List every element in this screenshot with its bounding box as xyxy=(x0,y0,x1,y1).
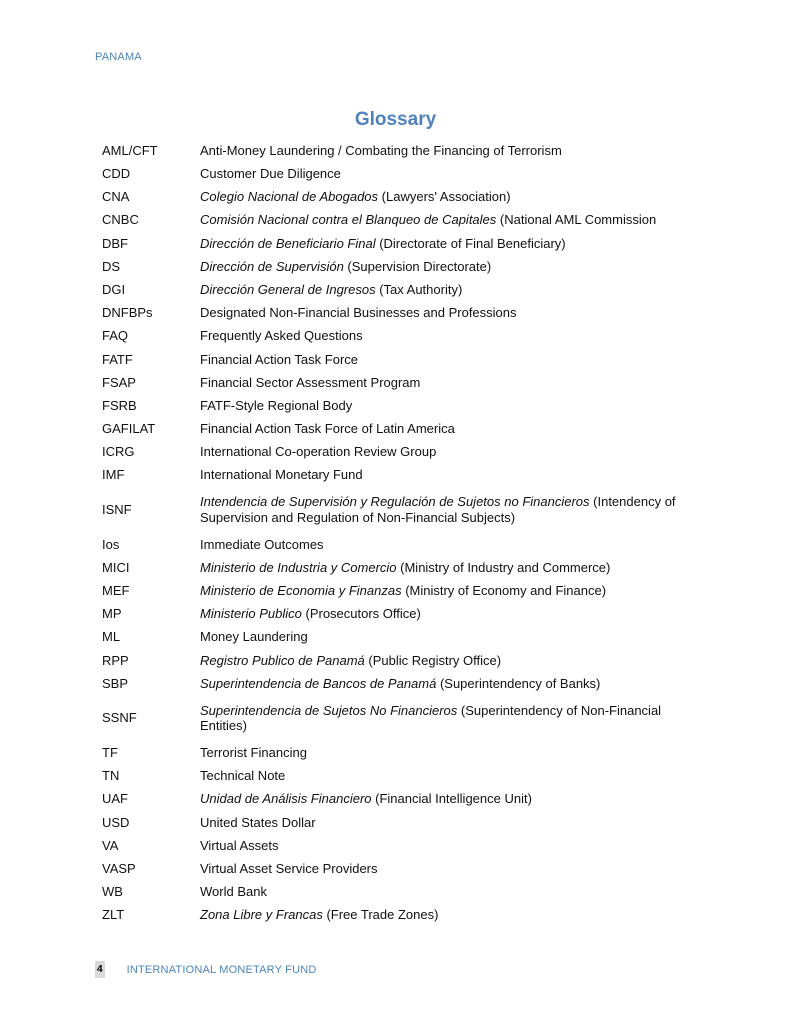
glossary-abbreviation: FSRB xyxy=(102,397,137,413)
glossary-row xyxy=(102,741,702,764)
glossary-definition-text: Customer Due Diligence xyxy=(200,166,341,182)
glossary-row xyxy=(102,325,702,348)
glossary-definition-text: (Tax Authority) xyxy=(375,281,463,297)
glossary-definition-text: (Superintendency of Banks) xyxy=(436,675,601,691)
page-number: 4 xyxy=(95,961,105,978)
glossary-definition xyxy=(200,189,702,205)
glossary-abbreviation: DBF xyxy=(102,235,128,251)
glossary-definition-text: (Financial Intelligence Unit) xyxy=(371,791,532,807)
glossary-abbreviation: DGI xyxy=(102,281,126,297)
glossary-row xyxy=(102,903,702,926)
glossary-definition xyxy=(200,444,702,460)
glossary-definition xyxy=(200,838,702,854)
glossary-definition-spanish: Superintendencia de Sujetos No Financieros xyxy=(200,702,458,718)
glossary-definition-text: International Monetary Fund xyxy=(200,467,363,483)
glossary-row xyxy=(102,602,702,625)
glossary-definition-text: (Superintendency of Non-Financial Entities) xyxy=(200,702,662,734)
glossary-row xyxy=(102,626,702,649)
glossary-definition xyxy=(200,305,702,321)
glossary-abbreviation: ZLT xyxy=(102,907,125,923)
glossary-definition-text: United States Dollar xyxy=(200,814,316,830)
glossary-abbreviation: DS xyxy=(102,258,121,274)
glossary-definition xyxy=(200,282,702,298)
glossary-abbreviation: CNA xyxy=(102,189,130,205)
glossary-abbreviation: USD xyxy=(102,814,130,830)
glossary-definition-spanish: Ministerio de Industria y Comercio xyxy=(200,559,397,575)
glossary-abbreviation: SSNF xyxy=(102,710,137,726)
glossary-abbreviation: SBP xyxy=(102,675,129,691)
glossary-row xyxy=(102,301,702,324)
glossary-definition xyxy=(200,791,702,807)
glossary-row xyxy=(102,834,702,857)
glossary-abbreviation: MP xyxy=(102,606,122,622)
glossary-abbreviation: FAQ xyxy=(102,328,129,344)
glossary-definition-text: (Free Trade Zones) xyxy=(322,907,439,923)
glossary-definition-text: Virtual Assets xyxy=(200,837,279,853)
glossary-abbreviation: VA xyxy=(102,837,119,853)
glossary-definition-text: (Supervision Directorate) xyxy=(343,258,492,274)
glossary-row xyxy=(102,788,702,811)
glossary-abbreviation: FATF xyxy=(102,351,133,367)
glossary-row xyxy=(102,533,702,556)
footer-text: INTERNATIONAL MONETARY FUND xyxy=(126,963,317,976)
page-footer xyxy=(95,961,317,978)
glossary-row xyxy=(102,880,702,903)
glossary-definition-text: World Bank xyxy=(200,884,267,900)
glossary-definition-text: (National AML Commission xyxy=(496,212,657,228)
glossary-definition xyxy=(200,259,702,275)
glossary-definition-text: Anti-Money Laundering / Combating the Financing of Terrorism xyxy=(200,142,562,158)
glossary-row xyxy=(102,579,702,602)
glossary-abbreviation: UAF xyxy=(102,791,128,807)
glossary-abbreviation: DNFBPs xyxy=(102,305,153,321)
glossary-definition-text: Financial Action Task Force xyxy=(200,351,358,367)
glossary-definition-text: Designated Non-Financial Businesses and Professions xyxy=(200,305,517,321)
glossary-definition-spanish: Ministerio de Economia y Finanzas xyxy=(200,583,402,599)
glossary-definition xyxy=(200,560,702,576)
glossary-definition-text: Frequently Asked Questions xyxy=(200,328,363,344)
glossary-definition xyxy=(200,143,702,159)
glossary-list xyxy=(102,139,702,927)
glossary-abbreviation: RPP xyxy=(102,652,129,668)
glossary-definition-text: International Co-operation Review Group xyxy=(200,444,437,460)
glossary-definition xyxy=(200,166,702,182)
glossary-row xyxy=(102,139,702,162)
glossary-definition-text: (Ministry of Industry and Commerce) xyxy=(396,559,611,575)
glossary-definition xyxy=(200,703,702,734)
glossary-definition-text: FATF-Style Regional Body xyxy=(200,397,353,413)
glossary-definition-spanish: Dirección de Supervisión xyxy=(200,258,344,274)
glossary-row xyxy=(102,417,702,440)
glossary-definition-spanish: Ministerio Publico xyxy=(200,606,302,622)
glossary-definition xyxy=(200,768,702,784)
glossary-definition-spanish: Superintendencia de Bancos de Panamá xyxy=(200,675,437,691)
glossary-definition-text: Financial Action Task Force of Latin America xyxy=(200,421,455,437)
glossary-definition xyxy=(200,537,702,553)
glossary-abbreviation: ICRG xyxy=(102,444,135,460)
glossary-abbreviation: GAFILAT xyxy=(102,421,156,437)
glossary-abbreviation: WB xyxy=(102,884,123,900)
glossary-definition-text: Technical Note xyxy=(200,768,286,784)
glossary-definition-spanish: Colegio Nacional de Abogados xyxy=(200,189,379,205)
glossary-definition xyxy=(200,884,702,900)
glossary-definition-text: Terrorist Financing xyxy=(200,744,307,760)
glossary-definition xyxy=(200,328,702,344)
glossary-abbreviation: CDD xyxy=(102,166,131,182)
glossary-definition-text: Financial Sector Assessment Program xyxy=(200,374,421,390)
glossary-definition xyxy=(200,212,702,228)
running-head: PANAMA xyxy=(95,51,142,63)
glossary-row xyxy=(102,278,702,301)
glossary-row xyxy=(102,672,702,695)
glossary-definition-spanish: Unidad de Análisis Financiero xyxy=(200,791,372,807)
glossary-abbreviation: MEF xyxy=(102,583,130,599)
glossary-abbreviation: CNBC xyxy=(102,212,139,228)
glossary-definition xyxy=(200,861,702,877)
glossary-definition-spanish: Registro Publico de Panamá xyxy=(200,652,365,668)
glossary-row xyxy=(102,185,702,208)
glossary-definition-spanish: Dirección de Beneficiario Final xyxy=(200,235,376,251)
glossary-definition xyxy=(200,653,702,669)
glossary-definition-spanish: Zona Libre y Francas xyxy=(200,907,323,923)
glossary-row xyxy=(102,232,702,255)
glossary-definition-spanish: Intendencia de Supervisión y Regulación de Sujetos no Financieros xyxy=(200,494,590,510)
glossary-definition xyxy=(200,398,702,414)
glossary-abbreviation: AML/CFT xyxy=(102,142,158,158)
glossary-row xyxy=(102,348,702,371)
glossary-definition-text: (Public Registry Office) xyxy=(364,652,502,668)
glossary-abbreviation: TN xyxy=(102,768,120,784)
glossary-definition-spanish: Comisión Nacional contra el Blanqueo de Capitales xyxy=(200,212,497,228)
glossary-definition-text: (Ministry of Economy and Finance) xyxy=(401,583,607,599)
glossary-abbreviation: FSAP xyxy=(102,374,136,390)
glossary-abbreviation: VASP xyxy=(102,860,136,876)
glossary-row xyxy=(102,440,702,463)
glossary-row xyxy=(102,394,702,417)
glossary-definition-text: Virtual Asset Service Providers xyxy=(200,860,378,876)
glossary-abbreviation: ML xyxy=(102,629,121,645)
glossary-row xyxy=(102,649,702,672)
glossary-row xyxy=(102,487,702,533)
glossary-definition xyxy=(200,676,702,692)
glossary-definition-text: (Lawyers' Association) xyxy=(378,189,511,205)
glossary-definition-text: Immediate Outcomes xyxy=(200,536,324,552)
glossary-row xyxy=(102,695,702,741)
glossary-definition xyxy=(200,583,702,599)
glossary-abbreviation: Ios xyxy=(102,536,120,552)
glossary-definition-text: (Intendency of Supervision and Regulation of Non-Financial Subjects) xyxy=(200,494,676,525)
glossary-definition xyxy=(200,745,702,761)
glossary-definition-text: (Directorate of Final Beneficiary) xyxy=(375,235,566,251)
glossary-definition-spanish: Dirección General de Ingresos xyxy=(200,281,376,297)
glossary-abbreviation: IMF xyxy=(102,467,125,483)
glossary-row xyxy=(102,556,702,579)
glossary-definition xyxy=(200,467,702,483)
page-title: Glossary xyxy=(354,109,437,130)
glossary-row xyxy=(102,162,702,185)
glossary-definition-text: Money Laundering xyxy=(200,629,308,645)
glossary-row xyxy=(102,209,702,232)
glossary-definition xyxy=(200,494,702,525)
glossary-definition xyxy=(200,236,702,252)
glossary-definition xyxy=(200,629,702,645)
glossary-definition xyxy=(200,907,702,923)
glossary-abbreviation: MICI xyxy=(102,559,130,575)
glossary-abbreviation: ISNF xyxy=(102,502,132,518)
glossary-definition xyxy=(200,421,702,437)
glossary-definition-text: (Prosecutors Office) xyxy=(301,606,421,622)
glossary-definition xyxy=(200,606,702,622)
glossary-row xyxy=(102,811,702,834)
glossary-definition xyxy=(200,352,702,368)
glossary-row xyxy=(102,764,702,787)
glossary-definition xyxy=(200,815,702,831)
glossary-row xyxy=(102,464,702,487)
glossary-abbreviation: TF xyxy=(102,744,118,760)
glossary-row xyxy=(102,371,702,394)
glossary-definition xyxy=(200,375,702,391)
glossary-row xyxy=(102,255,702,278)
glossary-row xyxy=(102,857,702,880)
